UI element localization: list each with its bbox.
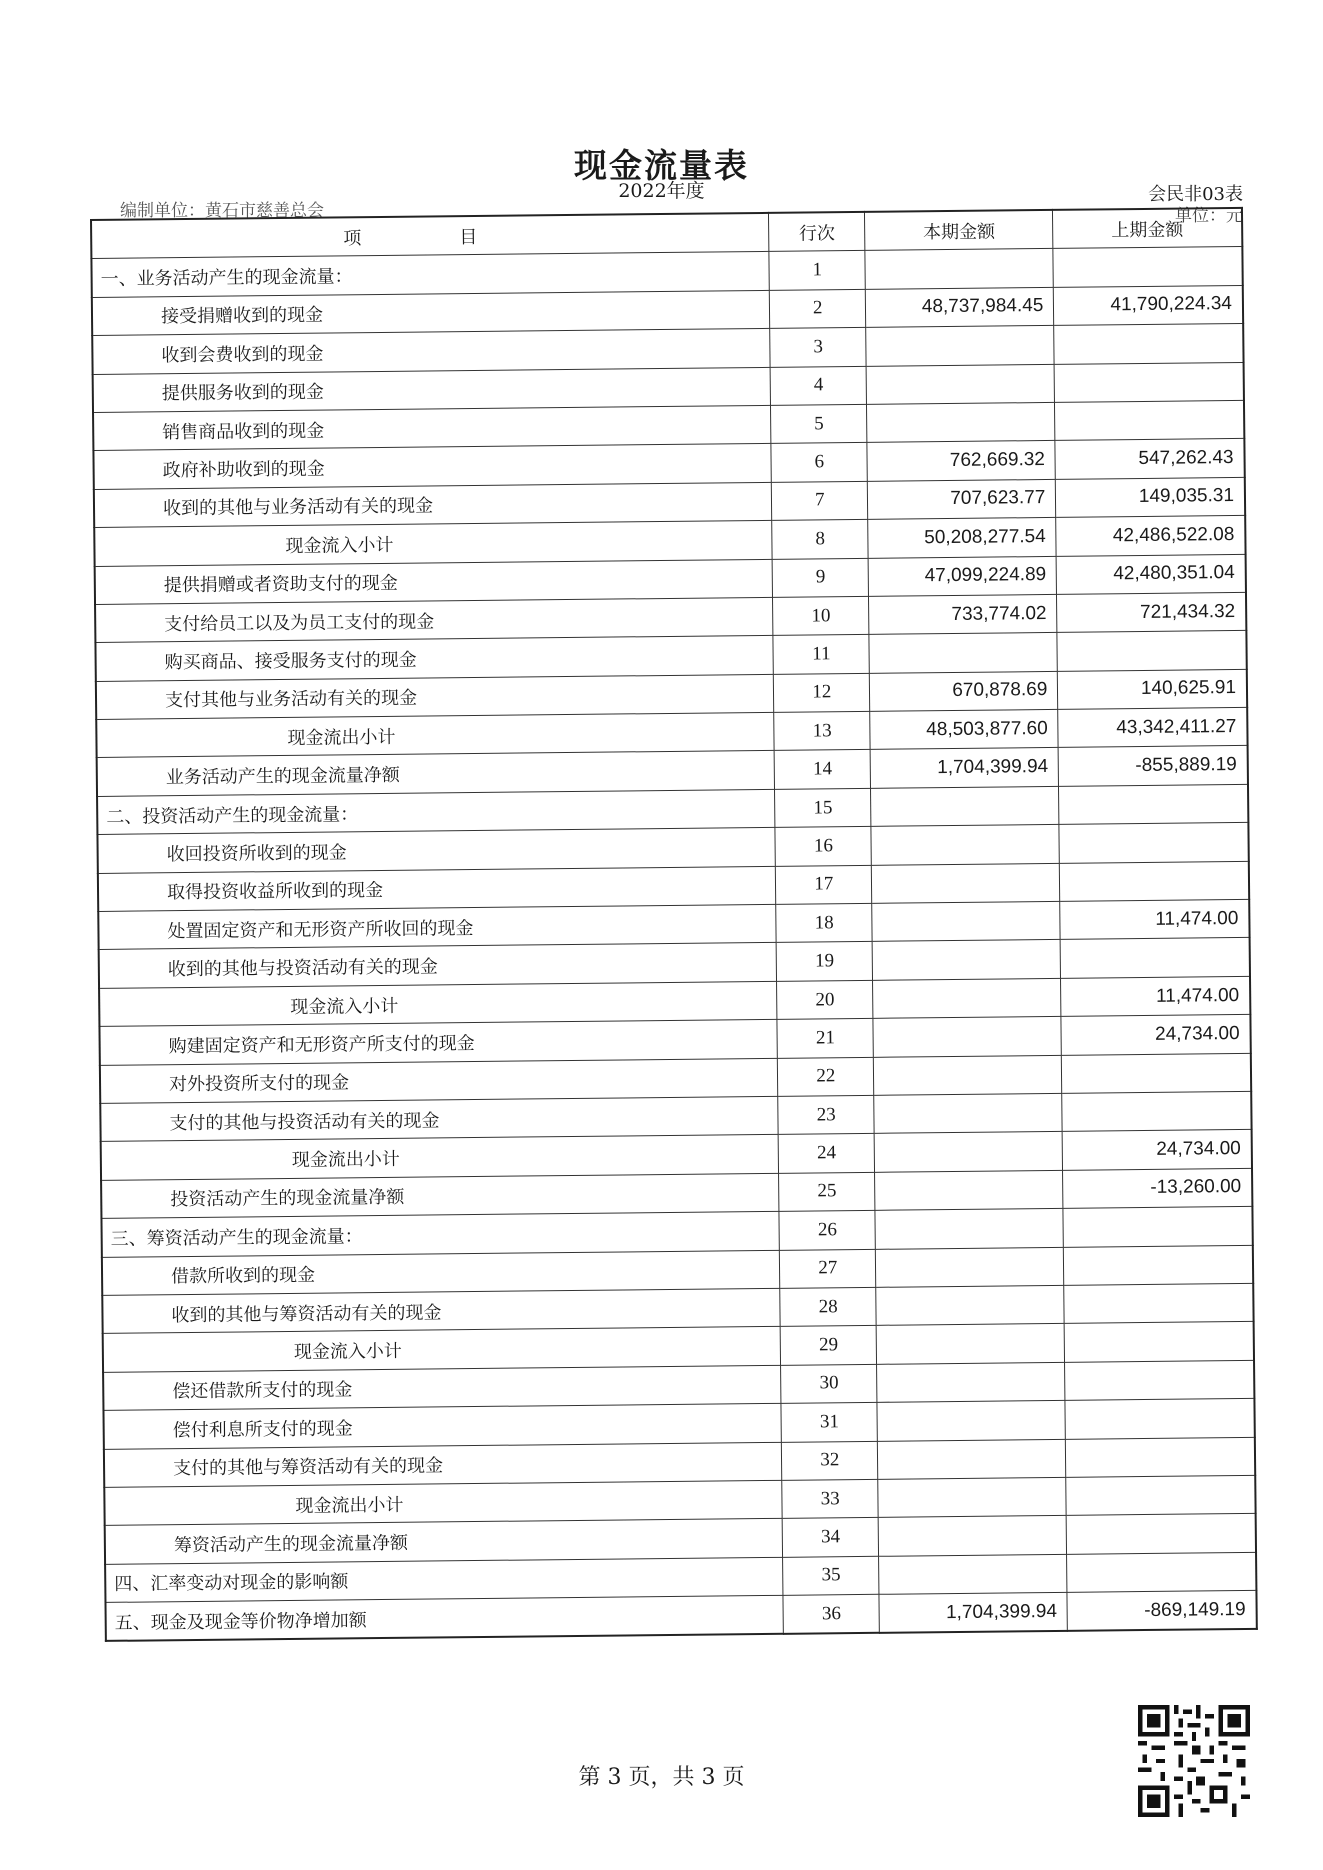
qr-code-icon	[1138, 1705, 1250, 1817]
row-item-label: 收到会费收到的现金	[92, 329, 770, 374]
row-previous-amount	[1067, 1552, 1257, 1592]
row-previous-amount: 149,035.31	[1056, 477, 1246, 517]
row-line-number: 10	[773, 596, 870, 635]
row-line-number: 35	[783, 1556, 880, 1595]
row-line-number: 24	[778, 1134, 875, 1173]
row-item-label: 支付的其他与筹资活动有关的现金	[104, 1442, 782, 1487]
column-header-previous: 上期金额	[1053, 208, 1243, 249]
row-item-label: 收到的其他与投资活动有关的现金	[99, 943, 777, 988]
row-current-amount	[876, 1285, 1064, 1325]
row-current-amount	[872, 863, 1060, 903]
row-previous-amount	[1055, 400, 1245, 440]
row-line-number: 1	[769, 251, 866, 290]
row-item-label: 支付的其他与投资活动有关的现金	[100, 1096, 778, 1141]
row-current-amount: 707,623.77	[868, 479, 1056, 519]
row-previous-amount: -855,889.19	[1058, 746, 1248, 786]
row-line-number: 26	[779, 1210, 876, 1249]
row-item-label: 业务活动产生的现金流量净额	[97, 751, 775, 796]
row-line-number: 2	[769, 289, 866, 328]
table-body	[91, 247, 1256, 1642]
row-item-label: 偿付利息所支付的现金	[103, 1403, 781, 1448]
row-line-number: 7	[771, 481, 868, 520]
row-item-label: 五、现金及现金等价物净增加额	[105, 1595, 783, 1641]
row-item-label: 提供服务收到的现金	[93, 367, 771, 412]
row-previous-amount	[1057, 631, 1247, 671]
row-current-amount	[875, 1209, 1063, 1249]
column-header-current: 本期金额	[865, 210, 1053, 251]
row-item-label: 三、筹资活动产生的现金流量：	[101, 1211, 779, 1256]
row-previous-amount	[1059, 784, 1249, 824]
row-previous-amount	[1063, 1207, 1253, 1247]
row-line-number: 4	[770, 366, 867, 405]
report-period: 2022年度	[618, 180, 705, 202]
row-current-amount	[866, 364, 1054, 404]
currency-unit: 单位：元	[1175, 206, 1243, 226]
row-item-label: 政府补助收到的现金	[93, 444, 771, 489]
row-current-amount	[876, 1247, 1064, 1287]
row-line-number: 12	[773, 673, 870, 712]
row-line-number: 29	[780, 1326, 877, 1365]
row-line-number: 28	[780, 1287, 877, 1326]
column-header-line: 行次	[769, 212, 866, 252]
row-current-amount	[871, 786, 1059, 826]
row-item-label: 购建固定资产和无形资产所支付的现金	[99, 1020, 777, 1065]
row-current-amount	[871, 825, 1059, 865]
row-current-amount: 733,774.02	[869, 594, 1057, 634]
row-previous-amount: 547,262.43	[1055, 439, 1245, 479]
row-current-amount	[875, 1170, 1063, 1210]
row-current-amount	[872, 901, 1060, 941]
row-item-label: 现金流出小计	[101, 1135, 779, 1180]
row-previous-amount	[1067, 1514, 1257, 1554]
row-previous-amount	[1065, 1398, 1255, 1438]
row-current-amount	[874, 1055, 1062, 1095]
row-item-label: 购买商品、接受服务支付的现金	[95, 636, 773, 681]
row-item-label: 现金流入小计	[103, 1327, 781, 1372]
row-current-amount	[878, 1439, 1066, 1479]
row-item-label: 二、投资活动产生的现金流量：	[97, 789, 775, 834]
row-item-label: 提供捐赠或者资助支付的现金	[95, 559, 773, 604]
row-current-amount: 1,704,399.94	[879, 1592, 1067, 1633]
row-previous-amount	[1064, 1283, 1254, 1323]
row-line-number: 3	[770, 328, 867, 367]
row-line-number: 17	[776, 865, 873, 904]
row-previous-amount: 721,434.32	[1057, 592, 1247, 632]
row-line-number: 15	[775, 788, 872, 827]
row-item-label: 现金流出小计	[96, 712, 774, 757]
row-item-label: 投资活动产生的现金流量净额	[101, 1173, 779, 1218]
row-item-label: 现金流入小计	[94, 521, 772, 566]
row-line-number: 32	[782, 1441, 879, 1480]
row-item-label: 筹资活动产生的现金流量净额	[105, 1519, 783, 1564]
row-previous-amount: -13,260.00	[1063, 1168, 1253, 1208]
row-item-label: 一、业务活动产生的现金流量：	[91, 252, 769, 297]
row-line-number: 31	[781, 1402, 878, 1441]
row-line-number: 30	[781, 1364, 878, 1403]
row-line-number: 33	[782, 1479, 879, 1518]
cash-flow-table	[90, 207, 1258, 1642]
row-current-amount	[879, 1516, 1067, 1556]
row-current-amount: 762,669.32	[867, 441, 1055, 481]
row-previous-amount: 24,734.00	[1061, 1015, 1251, 1055]
row-previous-amount: 41,790,224.34	[1054, 285, 1244, 325]
row-previous-amount	[1054, 324, 1244, 364]
row-previous-amount	[1065, 1360, 1255, 1400]
column-header-item: 项 目	[91, 213, 769, 259]
row-current-amount	[873, 978, 1061, 1018]
cash-flow-table-wrap	[90, 207, 1258, 1642]
row-current-amount: 48,503,877.60	[870, 709, 1058, 749]
row-item-label: 四、汇率变动对现金的影响额	[105, 1557, 783, 1602]
row-item-label: 收到的其他与筹资活动有关的现金	[102, 1288, 780, 1333]
row-line-number: 6	[771, 443, 868, 482]
row-current-amount	[878, 1477, 1066, 1517]
row-current-amount: 47,099,224.89	[868, 556, 1056, 596]
row-item-label: 支付其他与业务活动有关的现金	[96, 674, 774, 719]
row-current-amount	[869, 633, 1057, 673]
row-line-number: 9	[772, 558, 869, 597]
row-previous-amount: 43,342,411.27	[1058, 707, 1248, 747]
form-code: 会民非03表	[1148, 184, 1243, 205]
row-item-label: 收到的其他与业务活动有关的现金	[94, 482, 772, 527]
row-item-label: 现金流出小计	[104, 1480, 782, 1525]
row-line-number: 21	[777, 1019, 874, 1058]
row-line-number: 20	[777, 980, 874, 1019]
row-current-amount	[877, 1400, 1065, 1440]
row-previous-amount	[1060, 938, 1250, 978]
prepared-by: 编制单位：黄石市慈善总会	[120, 201, 324, 221]
row-current-amount	[874, 1132, 1062, 1172]
row-item-label: 处置固定资产和无形资产所收回的现金	[98, 904, 776, 949]
row-current-amount	[874, 1093, 1062, 1133]
page-footer: 第 3 页，共 3 页	[578, 1765, 745, 1790]
row-previous-amount	[1060, 861, 1250, 901]
row-previous-amount: 11,474.00	[1061, 976, 1251, 1016]
row-item-label: 销售商品收到的现金	[93, 405, 771, 450]
row-line-number: 16	[775, 827, 872, 866]
row-line-number: 14	[774, 750, 871, 789]
row-previous-amount: 11,474.00	[1060, 899, 1250, 939]
row-line-number: 22	[778, 1057, 875, 1096]
row-item-label: 现金流入小计	[99, 981, 777, 1026]
row-previous-amount: -869,149.19	[1067, 1590, 1257, 1631]
row-item-label: 借款所收到的现金	[102, 1250, 780, 1295]
row-current-amount: 670,878.69	[870, 671, 1058, 711]
row-previous-amount	[1062, 1053, 1252, 1093]
row-line-number: 11	[773, 635, 870, 674]
row-current-amount	[865, 249, 1053, 289]
row-previous-amount	[1054, 362, 1244, 402]
row-line-number: 25	[779, 1172, 876, 1211]
row-item-label: 支付给员工以及为员工支付的现金	[95, 597, 773, 642]
row-previous-amount	[1059, 823, 1249, 863]
row-line-number: 36	[783, 1594, 880, 1634]
row-current-amount	[872, 940, 1060, 980]
row-item-label: 偿还借款所支付的现金	[103, 1365, 781, 1410]
row-item-label: 对外投资所支付的现金	[100, 1058, 778, 1103]
row-previous-amount: 42,486,522.08	[1056, 516, 1246, 556]
row-line-number: 27	[780, 1249, 877, 1288]
row-previous-amount: 24,734.00	[1062, 1130, 1252, 1170]
row-previous-amount	[1053, 247, 1243, 287]
row-line-number: 13	[774, 711, 871, 750]
row-line-number: 5	[771, 404, 868, 443]
row-line-number: 18	[776, 903, 873, 942]
row-previous-amount: 42,480,351.04	[1056, 554, 1246, 594]
row-item-label: 接受捐赠收到的现金	[92, 290, 770, 335]
row-current-amount: 48,737,984.45	[866, 287, 1054, 327]
row-current-amount	[877, 1324, 1065, 1364]
row-current-amount	[879, 1554, 1067, 1594]
row-current-amount	[867, 402, 1055, 442]
row-previous-amount	[1066, 1475, 1256, 1515]
row-line-number: 8	[772, 519, 869, 558]
row-current-amount	[866, 326, 1054, 366]
row-line-number: 23	[778, 1095, 875, 1134]
row-previous-amount: 140,625.91	[1058, 669, 1248, 709]
page-title: 现金流量表	[574, 146, 749, 185]
row-current-amount	[873, 1017, 1061, 1057]
row-previous-amount	[1066, 1437, 1256, 1477]
row-previous-amount	[1064, 1245, 1254, 1285]
row-line-number: 34	[782, 1518, 879, 1557]
row-item-label: 收回投资所收到的现金	[97, 828, 775, 873]
row-current-amount: 1,704,399.94	[870, 748, 1058, 788]
row-previous-amount	[1062, 1091, 1252, 1131]
row-item-label: 取得投资收益所收到的现金	[98, 866, 776, 911]
row-previous-amount	[1064, 1322, 1254, 1362]
row-current-amount	[877, 1362, 1065, 1402]
row-line-number: 19	[776, 942, 873, 981]
row-current-amount: 50,208,277.54	[868, 518, 1056, 558]
